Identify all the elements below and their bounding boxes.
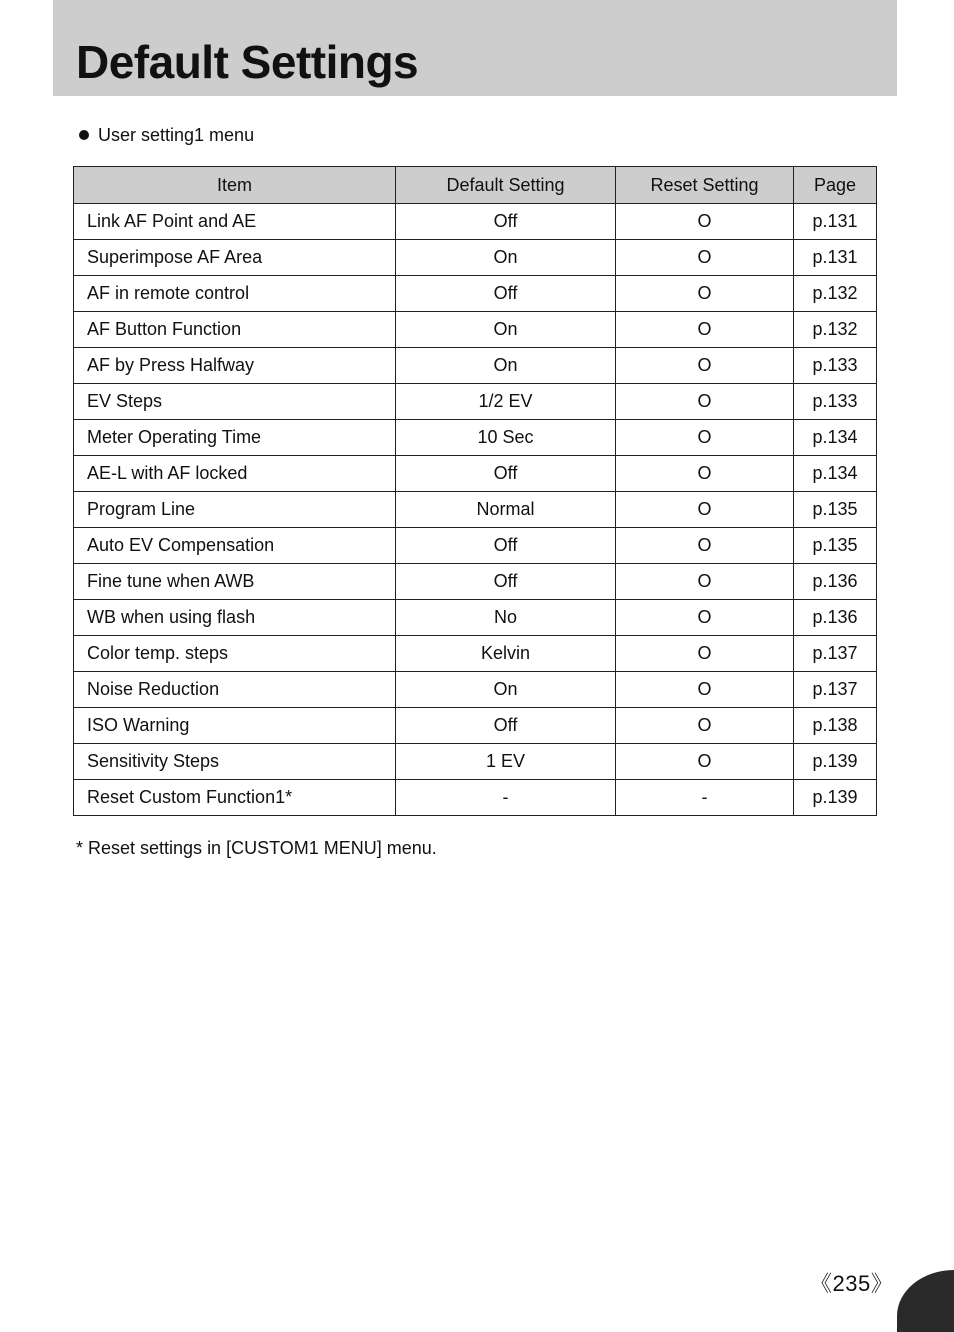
cell-reset-setting: O	[616, 636, 794, 672]
cell-item: Program Line	[74, 492, 396, 528]
table-row	[74, 636, 877, 672]
cell-page: p.133	[794, 384, 877, 420]
table-row	[74, 600, 877, 636]
cell-reset-setting: -	[616, 780, 794, 816]
cell-item: Link AF Point and AE	[74, 204, 396, 240]
column-header-reset-setting: Reset Setting	[616, 167, 794, 204]
table-row	[74, 384, 877, 420]
cell-item: Sensitivity Steps	[74, 744, 396, 780]
cell-item: AF in remote control	[74, 276, 396, 312]
cell-reset-setting: O	[616, 276, 794, 312]
cell-page: p.131	[794, 240, 877, 276]
cell-page: p.136	[794, 564, 877, 600]
cell-reset-setting: O	[616, 600, 794, 636]
cell-default-setting: 10 Sec	[396, 420, 616, 456]
footnote: * Reset settings in [CUSTOM1 MENU] menu.	[76, 838, 437, 858]
cell-item: Color temp. steps	[74, 636, 396, 672]
cell-default-setting: Kelvin	[396, 636, 616, 672]
table-body	[74, 204, 877, 816]
cell-item: ISO Warning	[74, 708, 396, 744]
table-row	[74, 204, 877, 240]
cell-default-setting: Off	[396, 204, 616, 240]
cell-default-setting: On	[396, 240, 616, 276]
cell-default-setting: Off	[396, 708, 616, 744]
cell-item: EV Steps	[74, 384, 396, 420]
table-row	[74, 312, 877, 348]
table-row	[74, 348, 877, 384]
cell-item: Meter Operating Time	[74, 420, 396, 456]
cell-page: p.133	[794, 348, 877, 384]
cell-page: p.136	[794, 600, 877, 636]
corner-tab	[897, 1270, 954, 1332]
page-title: Default Settings	[76, 36, 419, 88]
settings-table	[73, 166, 877, 816]
cell-reset-setting: O	[616, 348, 794, 384]
section-heading	[79, 123, 254, 147]
cell-reset-setting: O	[616, 240, 794, 276]
cell-page: p.134	[794, 456, 877, 492]
cell-item: AF Button Function	[74, 312, 396, 348]
cell-reset-setting: O	[616, 420, 794, 456]
cell-item: Fine tune when AWB	[74, 564, 396, 600]
cell-reset-setting: O	[616, 456, 794, 492]
cell-default-setting: 1 EV	[396, 744, 616, 780]
cell-default-setting: Off	[396, 456, 616, 492]
cell-page: p.134	[794, 420, 877, 456]
cell-default-setting: No	[396, 600, 616, 636]
table-row	[74, 708, 877, 744]
column-header-item: Item	[74, 167, 396, 204]
cell-page: p.138	[794, 708, 877, 744]
cell-item: Reset Custom Function1*	[74, 780, 396, 816]
table-row	[74, 780, 877, 816]
cell-item: AF by Press Halfway	[74, 348, 396, 384]
cell-page: p.139	[794, 780, 877, 816]
cell-item: WB when using flash	[74, 600, 396, 636]
bullet-icon	[79, 130, 89, 140]
cell-default-setting: Normal	[396, 492, 616, 528]
cell-reset-setting: O	[616, 744, 794, 780]
cell-default-setting: Off	[396, 276, 616, 312]
cell-reset-setting: O	[616, 492, 794, 528]
cell-default-setting: On	[396, 312, 616, 348]
cell-default-setting: Off	[396, 564, 616, 600]
section-heading-label: User setting1 menu	[98, 125, 255, 145]
table-row	[74, 456, 877, 492]
cell-default-setting: On	[396, 348, 616, 384]
table-row	[74, 492, 877, 528]
cell-item: AE-L with AF locked	[74, 456, 396, 492]
cell-page: p.135	[794, 492, 877, 528]
cell-page: p.132	[794, 312, 877, 348]
cell-reset-setting: O	[616, 708, 794, 744]
cell-reset-setting: O	[616, 528, 794, 564]
cell-item: Superimpose AF Area	[74, 240, 396, 276]
cell-default-setting: On	[396, 672, 616, 708]
cell-page: p.135	[794, 528, 877, 564]
table-row	[74, 276, 877, 312]
cell-default-setting: 1/2 EV	[396, 384, 616, 420]
cell-reset-setting: O	[616, 204, 794, 240]
table-row	[74, 744, 877, 780]
cell-page: p.131	[794, 204, 877, 240]
cell-page: p.132	[794, 276, 877, 312]
column-header-default-setting: Default Setting	[396, 167, 616, 204]
cell-page: p.137	[794, 672, 877, 708]
table-row	[74, 528, 877, 564]
title-bar	[53, 0, 897, 96]
cell-page: p.139	[794, 744, 877, 780]
table-row	[74, 564, 877, 600]
page-number: 《235》	[810, 1271, 894, 1296]
cell-reset-setting: O	[616, 564, 794, 600]
table-row	[74, 672, 877, 708]
table-row	[74, 240, 877, 276]
cell-reset-setting: O	[616, 312, 794, 348]
cell-item: Auto EV Compensation	[74, 528, 396, 564]
table-row	[74, 420, 877, 456]
cell-item: Noise Reduction	[74, 672, 396, 708]
cell-default-setting: -	[396, 780, 616, 816]
table-header-row	[74, 167, 877, 204]
cell-page: p.137	[794, 636, 877, 672]
column-header-page: Page	[794, 167, 877, 204]
cell-reset-setting: O	[616, 384, 794, 420]
cell-reset-setting: O	[616, 672, 794, 708]
cell-default-setting: Off	[396, 528, 616, 564]
